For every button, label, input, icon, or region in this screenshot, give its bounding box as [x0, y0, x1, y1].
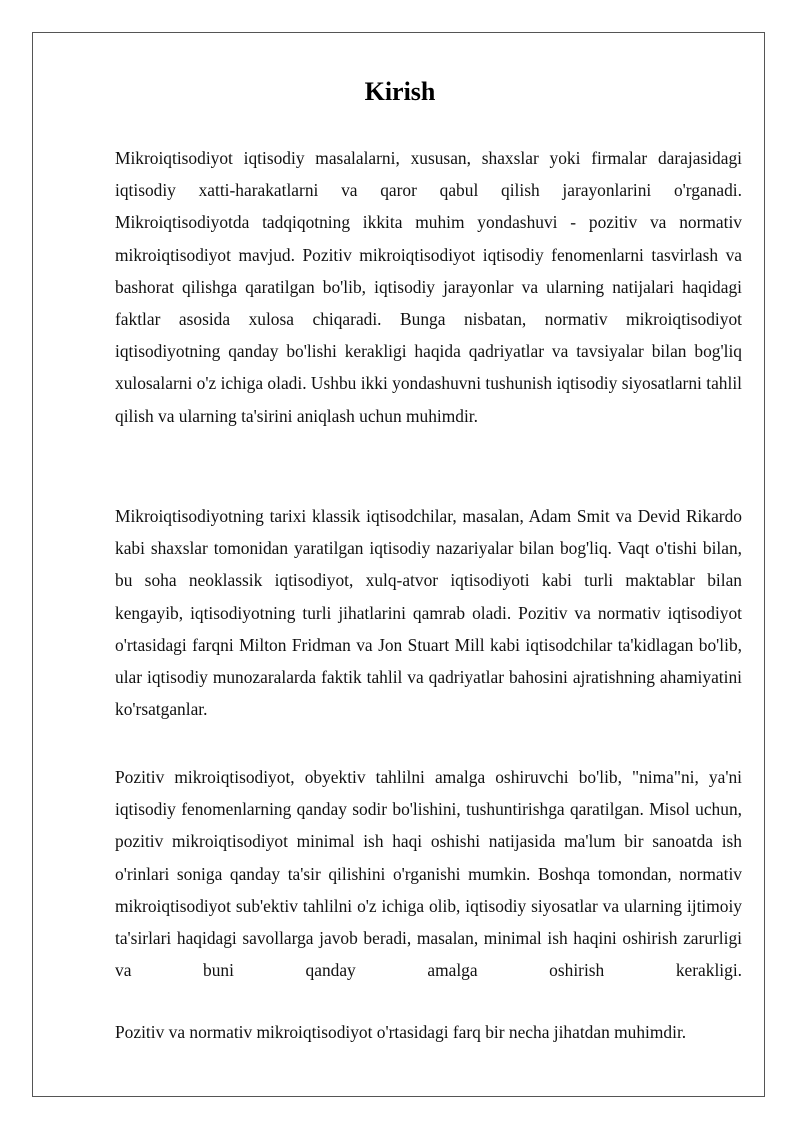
paragraph-3: Pozitiv mikroiqtisodiyot, obyektiv tahlilni amalga oshiruvchi bo'lib, "nima"ni, ya'ni iqtisodiy fenomenlarning qanday sodir bo'lishini, tushuntirishga qaratilgan. Misol uchun, pozitiv mikroiqtisodiyot minimal ish haqi oshishi natijasida ma'lum bir sanoatda ish o'rinlari soniga qanday ta'sir qilishini o'rganishi mumkin. Boshqa tomondan, normativ mikroiqtisodiyot sub'ektiv tahlilni o'z ichiga olib, iqtisodiy siyosatlar va ularning ijtimoiy ta'sirlari haqidagi savollarga javob beradi, masalan, minimal ish haqini oshirish zarurligi va buni qanday amalga oshirish kerakligi. — [115, 767, 742, 981]
page-title: Kirish — [364, 77, 436, 106]
paragraph-2: Mikroiqtisodiyotning tarixi klassik iqtisodchilar, masalan, Adam Smit va Devid Rikardo kabi shaxslar tomonidan yaratilgan iqtisodiy nazariyalar bilan bog'liq. Vaqt o'tishi bilan, bu soha neoklassik iqtisodiyot, xulq-atvor iqtisodiyoti kabi turli maktablar bilan kengayib, iqtisodiyotning turli jihatlarini qamrab oladi. Pozitiv va normativ iqtisodiyot o'rtasidagi farqni Milton Fridman va Jon Stuart Mill kabi iqtisodchilar ta'kidlagan bo'lib, ular iqtisodiy munozaralarda faktik tahlil va qadriyatlar bahosini ajratishning ahamiyatini ko'rsatganlar. — [115, 506, 742, 720]
paragraph-1: Mikroiqtisodiyot iqtisodiy masalalarni, xususan, shaxslar yoki firmalar darajasidagi iqtisodiy xatti-harakatlarni va qaror qabul qilish jarayonlarini o'rganadi. Mikroiqtisodiyotda tadqiqotning ikkita muhim yondashuvi - pozitiv va normativ mikroiqtisodiyot mavjud. Pozitiv mikroiqtisodiyot iqtisodiy fenomenlarni tasvirlash va bashorat qilishga qaratilgan bo'lib, iqtisodiy jarayonlar va ularning natijalari haqidagi faktlar asosida xulosa chiqaradi. Bunga nisbatan, normativ mikroiqtisodiyot iqtisodiyotning qanday bo'lishi kerakligi haqida qadriyatlar va tavsiyalar bilan bog'liq xulosalarni o'z ichiga oladi. Ushbu ikki yondashuvni tushunish iqtisodiy siyosatlarni tahlil qilish va ularning ta'sirini aniqlash uchun muhimdir. — [115, 148, 742, 426]
paragraph-4: Pozitiv va normativ mikroiqtisodiyot o'rtasidagi farq bir necha jihatdan muhimdir. — [115, 1022, 687, 1042]
